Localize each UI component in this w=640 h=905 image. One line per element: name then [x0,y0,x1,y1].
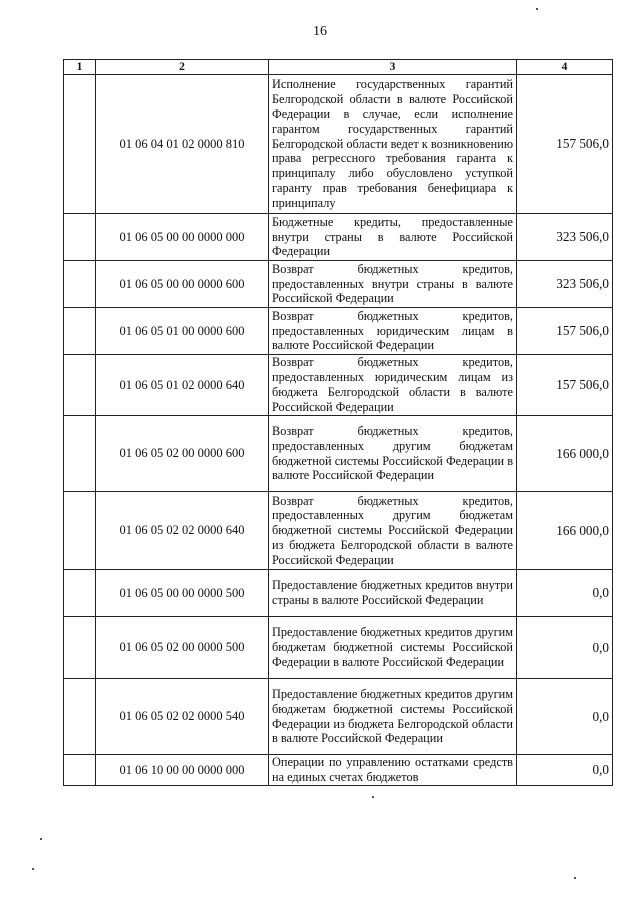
table-row [64,617,613,679]
amount-cell: 157 506,0 [517,308,613,355]
table-row [64,679,613,755]
scan-speck [574,877,576,879]
table-row [64,308,613,355]
column-header-4: 4 [517,60,613,75]
description-cell: Предоставление бюджетных кредитов другим бюджетам бюджетной системы Российской Федерации в валюте Российской Федерации [269,617,517,679]
amount-cell: 166 000,0 [517,416,613,492]
amount-cell: 0,0 [517,679,613,755]
amount-cell: 323 506,0 [517,261,613,308]
index-cell [64,679,96,755]
amount-cell: 157 506,0 [517,75,613,214]
description-cell: Возврат бюджетных кредитов, предоставленных другим бюджетам бюджетной системы Российской Федерации из бюджета Белгородской области в валюте Российской Федерации [269,492,517,570]
table-row [64,755,613,786]
column-header-1: 1 [64,60,96,75]
table-row [64,261,613,308]
scan-speck [32,868,34,870]
column-header-2: 2 [96,60,269,75]
table-row [64,570,613,617]
table-row [64,416,613,492]
description-cell: Операции по управлению остатками средств на единых счетах бюджетов [269,755,517,786]
table-row [64,355,613,416]
description-cell: Бюджетные кредиты, предоставленные внутри страны в валюте Российской Федерации [269,214,517,261]
scan-speck [40,838,42,840]
code-cell: 01 06 04 01 02 0000 810 [96,75,269,214]
table-row [64,75,613,214]
index-cell [64,492,96,570]
code-cell: 01 06 05 01 00 0000 600 [96,308,269,355]
amount-cell: 166 000,0 [517,492,613,570]
budget-table [63,59,613,786]
description-cell: Предоставление бюджетных кредитов другим бюджетам бюджетной системы Российской Федерации из бюджета Белгородской области в валюте Российской Федерации [269,679,517,755]
index-cell [64,75,96,214]
description-cell: Возврат бюджетных кредитов, предоставленных юридическим лицам в валюте Российской Федерации [269,308,517,355]
code-cell: 01 06 10 00 00 0000 000 [96,755,269,786]
column-header-3: 3 [269,60,517,75]
code-cell: 01 06 05 00 00 0000 500 [96,570,269,617]
description-cell: Возврат бюджетных кредитов, предоставленных юридическим лицам из бюджета Белгородской области в валюте Российской Федерации [269,355,517,416]
header-row [64,60,613,75]
amount-cell: 0,0 [517,570,613,617]
amount-cell: 323 506,0 [517,214,613,261]
amount-cell: 0,0 [517,617,613,679]
table-row [64,492,613,570]
index-cell [64,755,96,786]
code-cell: 01 06 05 02 02 0000 640 [96,492,269,570]
page-number: 16 [313,24,327,39]
index-cell [64,308,96,355]
description-cell: Предоставление бюджетных кредитов внутри страны в валюте Российской Федерации [269,570,517,617]
code-cell: 01 06 05 02 00 0000 500 [96,617,269,679]
index-cell [64,214,96,261]
description-cell: Исполнение государственных гарантий Белгородской области в валюте Российской Федерации в случае, если исполнение гарантом государственных гарантий Белгородской области ведет к возникновению права регрессного требования гаранта к принципалу либо обусловлено уступкой гаранту прав требования бенефициара к принципалу [269,75,517,214]
index-cell [64,570,96,617]
amount-cell: 0,0 [517,755,613,786]
code-cell: 01 06 05 02 00 0000 600 [96,416,269,492]
code-cell: 01 06 05 00 00 0000 000 [96,214,269,261]
index-cell [64,261,96,308]
table-row [64,214,613,261]
amount-cell: 157 506,0 [517,355,613,416]
index-cell [64,416,96,492]
scan-speck [372,796,374,798]
index-cell [64,617,96,679]
code-cell: 01 06 05 02 02 0000 540 [96,679,269,755]
code-cell: 01 06 05 00 00 0000 600 [96,261,269,308]
description-cell: Возврат бюджетных кредитов, предоставленных другим бюджетам бюджетной системы Российской Федерации в валюте Российской Федерации [269,416,517,492]
scan-speck [536,8,538,10]
code-cell: 01 06 05 01 02 0000 640 [96,355,269,416]
description-cell: Возврат бюджетных кредитов, предоставленных внутри страны в валюте Российской Федерации [269,261,517,308]
index-cell [64,355,96,416]
